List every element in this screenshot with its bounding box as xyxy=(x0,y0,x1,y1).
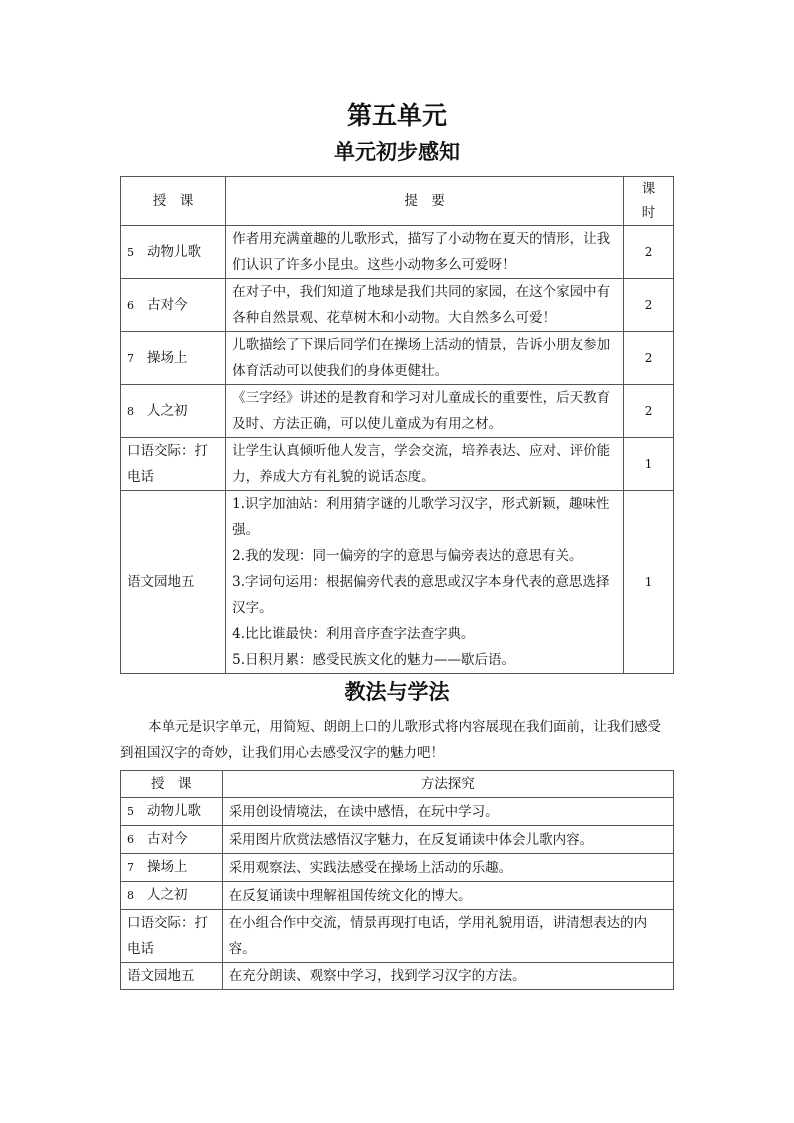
lesson-name: 操场上 xyxy=(147,349,188,366)
period-cell: 2 xyxy=(624,226,674,279)
unit-overview-table xyxy=(120,176,674,674)
summary-cell: 作者用充满童趣的儿歌形式，描写了小动物在夏天的情形，让我们认识了许多小昆虫。这些小动物多么可爱呀！ xyxy=(226,226,624,279)
lesson-cell xyxy=(121,826,223,854)
table-row xyxy=(121,854,674,882)
lesson-cell: 语文园地五 xyxy=(121,963,223,990)
lesson-number: 7 xyxy=(127,351,134,365)
table-row xyxy=(121,882,674,910)
unit-title: 第五单元 xyxy=(346,101,447,130)
period-cell: 1 xyxy=(624,491,674,674)
lesson-cell xyxy=(121,854,223,882)
lesson-cell xyxy=(121,798,223,826)
period-cell: 1 xyxy=(624,438,674,491)
lesson-cell xyxy=(121,332,226,385)
header-period: 课 时 xyxy=(624,177,674,226)
lesson-cell: 语文园地五 xyxy=(121,491,226,674)
table-row xyxy=(121,226,674,279)
lesson-cell xyxy=(121,385,226,438)
method-cell: 在小组合作中交流，情景再现打电话，学用礼貌用语，讲清想表达的内容。 xyxy=(222,910,673,963)
lesson-name: 动物儿歌 xyxy=(147,803,201,819)
list-item: 4.比比谁最快：利用音序查字法查字典。 xyxy=(232,626,475,642)
period-cell: 2 xyxy=(624,279,674,332)
lesson-name: 动物儿歌 xyxy=(147,243,201,260)
lesson-cell: 口语交际：打电话 xyxy=(121,910,223,963)
table-row xyxy=(121,332,674,385)
lesson-number: 5 xyxy=(127,245,134,259)
table-row xyxy=(121,826,674,854)
lesson-cell xyxy=(121,279,226,332)
lesson-name: 操场上 xyxy=(147,859,188,875)
table-row xyxy=(121,910,674,963)
method-cell: 在充分朗读、观察中学习，找到学习汉字的方法。 xyxy=(222,963,673,990)
section-title-unit-overview: 单元初步感知 xyxy=(334,139,460,164)
period-cell: 2 xyxy=(624,332,674,385)
summary-cell: 让学生认真倾听他人发言，学会交流，培养表达、应对、评价能力，养成大方有礼貌的说话态度。 xyxy=(226,438,624,491)
table-row xyxy=(121,963,674,990)
lesson-cell xyxy=(121,226,226,279)
methods-table xyxy=(120,770,674,990)
lesson-name: 人之初 xyxy=(147,402,188,419)
header-summary: 提 要 xyxy=(226,177,624,226)
period-cell: 2 xyxy=(624,385,674,438)
table-row xyxy=(121,385,674,438)
lesson-name: 古对今 xyxy=(147,831,188,847)
lesson-number: 8 xyxy=(127,889,134,902)
summary-cell xyxy=(226,491,624,674)
method-cell: 在反复诵读中理解祖国传统文化的博大。 xyxy=(222,882,673,910)
list-item: 5.日积月累：感受民族文化的魅力——歇后语。 xyxy=(232,652,516,668)
section-title-methods: 教法与学法 xyxy=(344,679,450,704)
method-cell: 采用观察法、实践法感受在操场上活动的乐趣。 xyxy=(222,854,673,882)
lesson-number: 5 xyxy=(127,805,134,818)
document-page xyxy=(120,98,674,990)
intro-paragraph: 本单元是识字单元，用简短、朗朗上口的儿歌形式将内容展现在我们面前，让我们感受到祖国汉字的奇妙，让我们用心去感受汉字的魅力吧！ xyxy=(120,719,661,761)
summary-cell: 儿歌描绘了下课后同学们在操场上活动的情景，告诉小朋友参加体育活动可以使我们的身体更健壮。 xyxy=(226,332,624,385)
lesson-number: 6 xyxy=(127,298,134,312)
summary-cell: 在对子中，我们知道了地球是我们共同的家园，在这个家园中有各种自然景观、花草树木和小动物。大自然多么可爱！ xyxy=(226,279,624,332)
list-item: 2.我的发现：同一偏旁的字的意思与偏旁表达的意思有关。 xyxy=(232,548,583,564)
summary-cell: 《三字经》讲述的是教育和学习对儿童成长的重要性，后天教育及时、方法正确，可以使儿童成为有用之材。 xyxy=(226,385,624,438)
method-cell: 采用创设情境法，在读中感悟，在玩中学习。 xyxy=(222,798,673,826)
table-row xyxy=(121,798,674,826)
lesson-number: 7 xyxy=(127,861,134,874)
lesson-name: 古对今 xyxy=(147,296,188,313)
list-item: 1.识字加油站：利用猜字谜的儿歌学习汉字，形式新颖，趣味性强。 xyxy=(232,496,610,538)
list-item: 3.字词句运用：根据偏旁代表的意思或汉字本身代表的意思选择汉字。 xyxy=(232,574,610,616)
header-method: 方法探究 xyxy=(222,771,673,798)
table-header-row xyxy=(121,771,674,798)
lesson-number: 8 xyxy=(127,404,134,418)
header-lesson: 授 课 xyxy=(121,771,223,798)
lesson-number: 6 xyxy=(127,833,134,846)
table-row xyxy=(121,279,674,332)
method-cell: 采用图片欣赏法感悟汉字魅力，在反复诵读中体会儿歌内容。 xyxy=(222,826,673,854)
lesson-cell: 口语交际：打电话 xyxy=(121,438,226,491)
table-row xyxy=(121,438,674,491)
lesson-name: 人之初 xyxy=(147,887,188,903)
header-lesson: 授 课 xyxy=(121,177,226,226)
lesson-cell xyxy=(121,882,223,910)
table-header-row xyxy=(121,177,674,226)
table-row xyxy=(121,491,674,674)
